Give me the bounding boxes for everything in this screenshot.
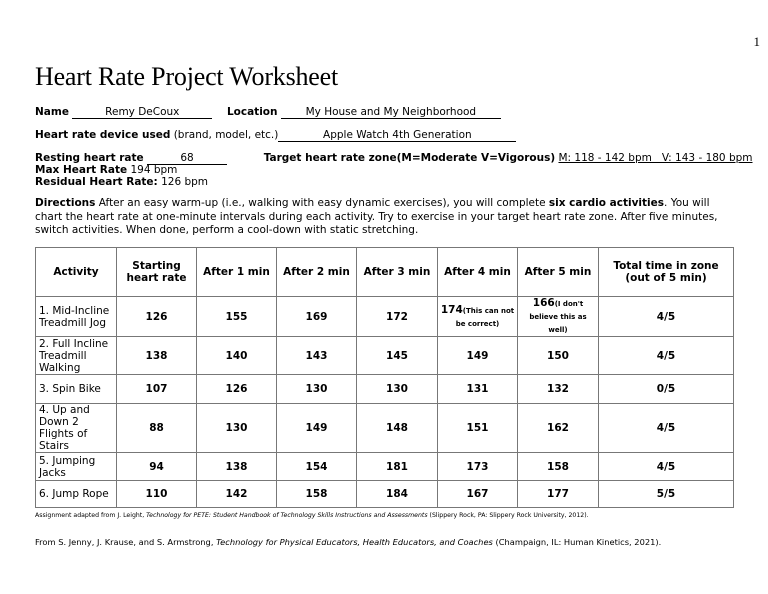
start-cell[interactable]: 88 (117, 404, 197, 453)
header-after-2: After 2 min (277, 248, 357, 297)
min5-cell[interactable]: 132 (518, 375, 599, 404)
min4-cell[interactable]: 149 (438, 337, 518, 375)
min1-cell[interactable]: 138 (197, 453, 277, 481)
min2-cell[interactable]: 143 (277, 337, 357, 375)
min2-cell[interactable]: 149 (277, 404, 357, 453)
min4-value: 174 (440, 303, 463, 316)
min2-cell[interactable]: 158 (277, 481, 357, 508)
activity-cell: 3. Spin Bike (36, 375, 117, 404)
min4-cell[interactable] (438, 297, 518, 337)
min4-cell[interactable]: 151 (438, 404, 518, 453)
header-total: Total time in zone (out of 5 min) (599, 248, 734, 297)
header-starting: Starting heart rate (117, 248, 197, 297)
total-cell[interactable]: 5/5 (599, 481, 734, 508)
total-cell[interactable]: 4/5 (599, 453, 734, 481)
total-cell[interactable]: 4/5 (599, 404, 734, 453)
min5-value: 166 (532, 297, 555, 309)
min3-cell[interactable]: 145 (357, 337, 438, 375)
min5-cell[interactable]: 177 (518, 481, 599, 508)
footnote1-post: (Slippery Rock, PA: Slippery Rock University, 2012). (427, 512, 589, 519)
location-field[interactable]: My House and My Neighborhood (281, 106, 501, 119)
name-label: Name (35, 106, 69, 118)
min1-cell[interactable]: 130 (197, 404, 277, 453)
min3-cell[interactable]: 184 (357, 481, 438, 508)
min3-cell[interactable]: 172 (357, 297, 438, 337)
residual-hr-label: Residual Heart Rate: (35, 176, 158, 188)
footnote2-pre: From S. Jenny, J. Krause, and S. Armstrong, (35, 537, 217, 547)
min5-note: (I don't believe this as well) (529, 300, 587, 334)
directions-label: Directions (35, 197, 96, 209)
table-row (36, 337, 734, 375)
page-number: 1 (753, 34, 760, 49)
footnote1-pre: Assignment adapted from J. Leight, (35, 512, 147, 519)
table-row (36, 481, 734, 508)
directions-text-2: . You will chart the heart rate at one-minute intervals during each activity. Try to exercise in your target heart rate zone. After five minutes, switch activities. When done, perform a cool-down with static stretching. (35, 197, 718, 236)
activity-cell: 6. Jump Rope (36, 481, 117, 508)
total-cell[interactable]: 4/5 (599, 337, 734, 375)
residual-hr-value: 126 bpm (161, 176, 209, 188)
min4-cell[interactable]: 173 (438, 453, 518, 481)
resting-label: Resting heart rate (35, 152, 144, 164)
min4-cell[interactable]: 167 (438, 481, 518, 508)
residual-hr-line (35, 176, 208, 188)
table-row (36, 375, 734, 404)
activity-cell: 2. Full Incline Treadmill Walking (36, 337, 117, 375)
header-after-5: After 5 min (518, 248, 599, 297)
page-title: Heart Rate Project Worksheet (35, 62, 338, 91)
max-hr-value: 194 bpm (130, 164, 178, 176)
header-after-3: After 3 min (357, 248, 438, 297)
start-cell[interactable]: 94 (117, 453, 197, 481)
footnote2-title: Technology for Physical Educators, Health Educators, and Coaches (216, 537, 493, 547)
device-label: Heart rate device used (35, 129, 171, 141)
min3-cell[interactable]: 181 (357, 453, 438, 481)
activity-cell: 4. Up and Down 2 Flights of Stairs (36, 404, 117, 453)
min1-cell[interactable]: 126 (197, 375, 277, 404)
resting-field[interactable]: 68 (147, 152, 227, 165)
start-cell[interactable]: 110 (117, 481, 197, 508)
min5-cell[interactable] (518, 297, 599, 337)
directions (35, 197, 735, 238)
min4-note: (This can not be correct) (455, 306, 515, 328)
start-cell[interactable]: 126 (117, 297, 197, 337)
table-row (36, 404, 734, 453)
table-row (36, 453, 734, 481)
min3-cell[interactable]: 148 (357, 404, 438, 453)
start-cell[interactable]: 138 (117, 337, 197, 375)
footnote-source (35, 537, 661, 547)
min3-cell[interactable]: 130 (357, 375, 438, 404)
name-location-line (35, 106, 501, 119)
min5-cell[interactable]: 158 (518, 453, 599, 481)
min5-cell[interactable]: 162 (518, 404, 599, 453)
table-row (36, 297, 734, 337)
min4-cell[interactable]: 131 (438, 375, 518, 404)
total-cell[interactable]: 4/5 (599, 297, 734, 337)
location-label: Location (226, 106, 278, 118)
start-cell[interactable]: 107 (117, 375, 197, 404)
total-cell[interactable]: 0/5 (599, 375, 734, 404)
min5-cell[interactable]: 150 (518, 337, 599, 375)
header-after-4: After 4 min (438, 248, 518, 297)
footnote1-title: Technology for PETE: Student Handbook of Technology Skills Instructions and Assessments (146, 512, 428, 519)
footnote2-post: (Champaign, IL: Human Kinetics, 2021). (492, 537, 662, 547)
max-hr-label: Max Heart Rate (35, 164, 128, 176)
table-header-row (36, 248, 734, 297)
device-label-rest: (brand, model, etc.) (170, 129, 279, 141)
target-label: Target heart rate zone(M=Moderate V=Vigorous) (263, 152, 556, 164)
min1-cell[interactable]: 155 (197, 297, 277, 337)
min1-cell[interactable]: 140 (197, 337, 277, 375)
heart-rate-table (35, 247, 734, 508)
min2-cell[interactable]: 169 (277, 297, 357, 337)
device-field[interactable]: Apple Watch 4th Generation (278, 129, 516, 142)
header-after-1: After 1 min (197, 248, 277, 297)
device-line (35, 129, 516, 142)
min2-cell[interactable]: 130 (277, 375, 357, 404)
min1-cell[interactable]: 142 (197, 481, 277, 508)
name-field[interactable]: Remy DeCoux (72, 106, 212, 119)
footnote-adapted (35, 512, 589, 519)
directions-text-1: After an easy warm-up (i.e., walking with easy dynamic exercises), you will complete (95, 197, 549, 209)
directions-bold: six cardio activities (548, 197, 665, 209)
target-field[interactable]: M: 118 - 142 bpm V: 143 - 180 bpm (558, 152, 753, 164)
min2-cell[interactable]: 154 (277, 453, 357, 481)
activity-cell: 1. Mid-Incline Treadmill Jog (36, 297, 117, 337)
header-activity: Activity (36, 248, 117, 297)
activity-cell: 5. Jumping Jacks (36, 453, 117, 481)
max-hr-line (35, 164, 177, 176)
